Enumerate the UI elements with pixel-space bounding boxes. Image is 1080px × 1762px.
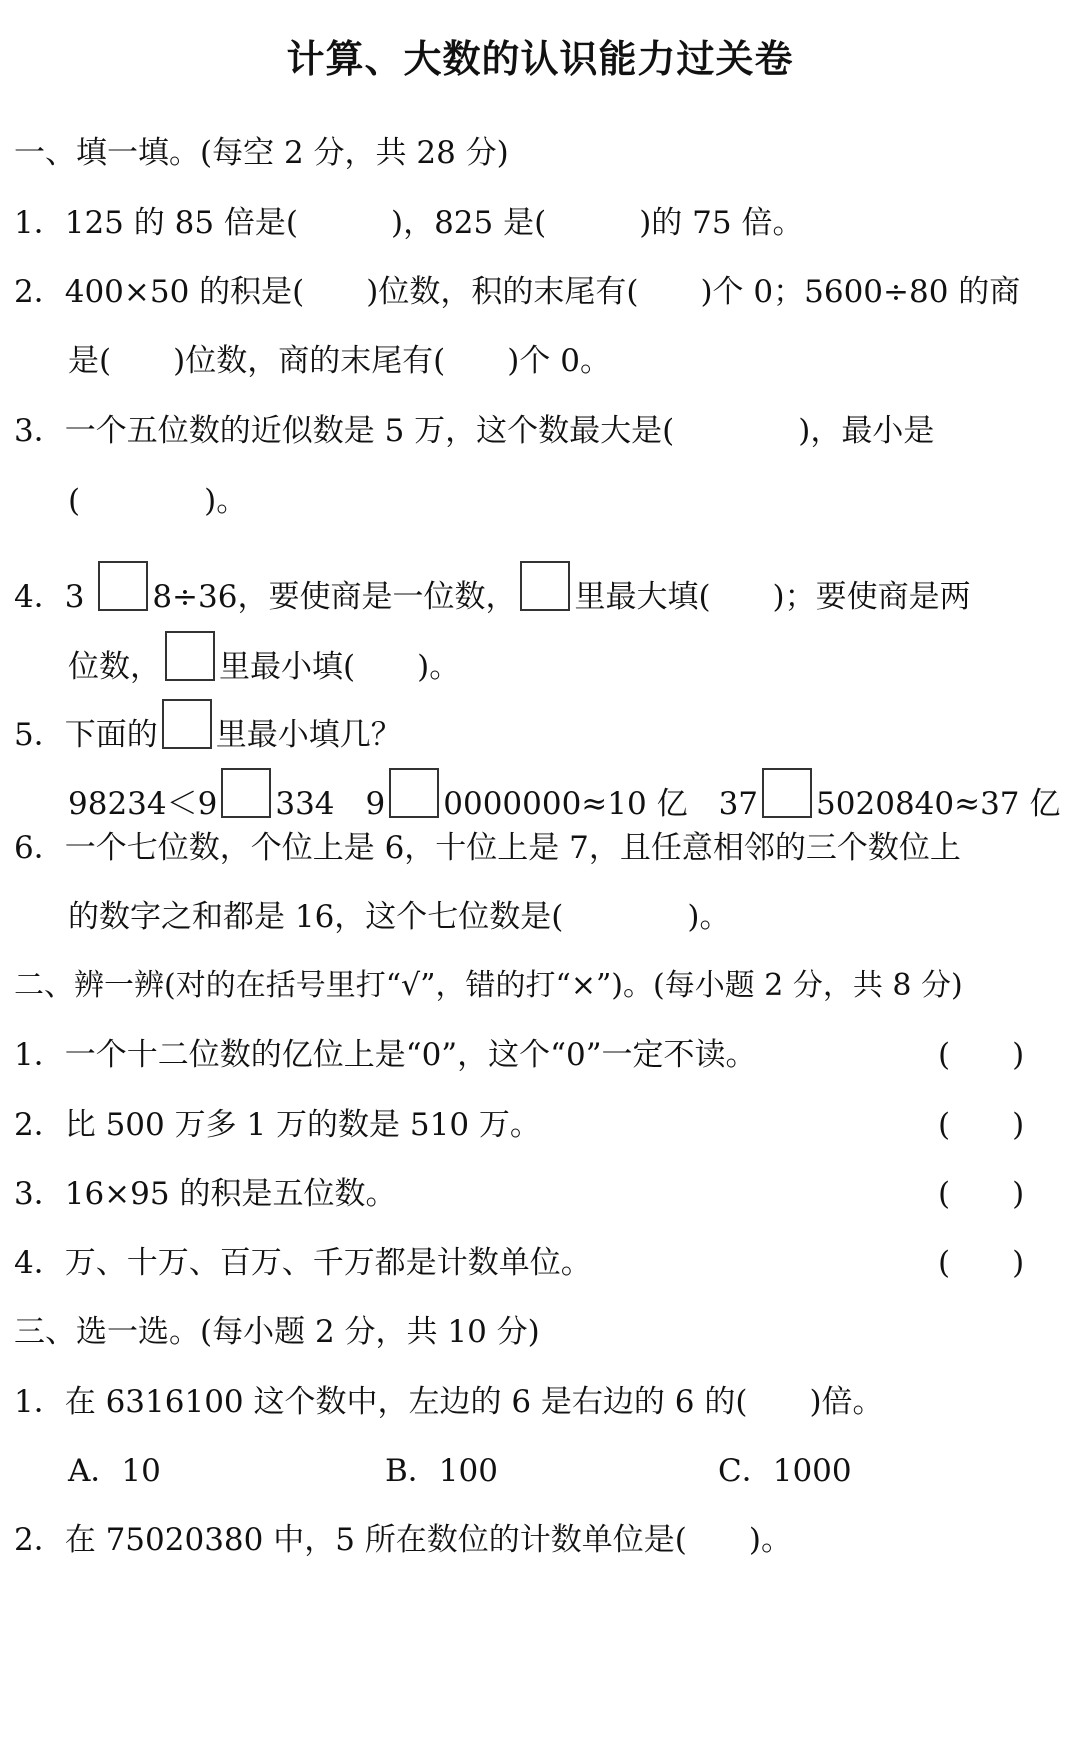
- judge-item-2: 2．比 500 万多 1 万的数是 510 万。: [14, 1107, 541, 1143]
- question-1-2-line1: 2．400×50 的积是( )位数，积的末尾有( )个 0；5600÷80 的商: [14, 274, 1021, 310]
- option-c: C．1000: [718, 1453, 852, 1489]
- judge-item-1: 1．一个十二位数的亿位上是“0”，这个“0”一定不读。: [14, 1037, 757, 1073]
- q5-part-4: 5020840≈37 亿: [816, 786, 1061, 822]
- question-1-4-line1: [14, 561, 971, 617]
- question-1-3-line2: ( )。: [68, 483, 248, 519]
- q5-text-start: 5．下面的: [14, 717, 158, 753]
- judge-item-3: 3．16×95 的积是五位数。: [14, 1176, 397, 1212]
- q5-part-1: 98234＜9: [68, 786, 218, 822]
- answer-box: [162, 699, 212, 749]
- q5-part-3: 0000000≈10 亿 37: [443, 786, 759, 822]
- choice-question-2: 2．在 75020380 中，5 所在数位的计数单位是( )。: [14, 1522, 792, 1558]
- q5-text-end: 里最小填几？: [215, 717, 402, 753]
- judge-answer-paren-1: ( ): [938, 1037, 1025, 1073]
- answer-box: [520, 561, 570, 611]
- question-1-6-line2: 的数字之和都是 16，这个七位数是( )。: [68, 899, 731, 935]
- answer-box: [98, 561, 148, 611]
- judge-answer-paren-4: ( ): [938, 1245, 1025, 1281]
- q4-text-mid: 8÷36，要使商是一位数，: [152, 579, 517, 615]
- question-1-6-line1: 6．一个七位数，个位上是 6，十位上是 7，且任意相邻的三个数位上: [14, 830, 961, 866]
- choice-question-1: 1．在 6316100 这个数中，左边的 6 是右边的 6 的( )倍。: [14, 1384, 884, 1420]
- option-b: B．100: [385, 1453, 498, 1489]
- answer-box: [221, 768, 271, 818]
- q4-line2-end: 里最小填( )。: [219, 649, 461, 685]
- judge-answer-paren-2: ( ): [938, 1107, 1025, 1143]
- question-1-5-line1: [14, 699, 402, 755]
- question-1-4-line2: [68, 631, 460, 687]
- q4-text-end: 里最大填( )；要使商是两: [574, 579, 971, 615]
- section1-heading: 一、填一填。(每空 2 分，共 28 分): [14, 135, 509, 171]
- q5-part-2: 334 9: [275, 786, 386, 822]
- section2-heading: 二、辨一辨(对的在括号里打“√”，错的打“×”)。(每小题 2 分，共 8 分): [14, 968, 963, 1003]
- page-title: 计算、大数的认识能力过关卷: [286, 37, 794, 81]
- q4-line2-start: 位数，: [68, 649, 161, 685]
- question-1-5-line2: [68, 768, 1060, 824]
- option-a: A．10: [68, 1453, 161, 1489]
- answer-box: [389, 768, 439, 818]
- question-1-1: 1．125 的 85 倍是( )，825 是( )的 75 倍。: [14, 205, 804, 241]
- question-1-3-line1: 3．一个五位数的近似数是 5 万，这个数最大是( )，最小是: [14, 413, 935, 449]
- judge-item-4: 4．万、十万、百万、千万都是计数单位。: [14, 1245, 592, 1281]
- answer-box: [762, 768, 812, 818]
- q4-text-start: 4．3: [14, 579, 95, 615]
- section3-heading: 三、选一选。(每小题 2 分，共 10 分): [14, 1314, 540, 1350]
- question-1-2-line2: 是( )位数，商的末尾有( )个 0。: [68, 343, 611, 379]
- answer-box: [165, 631, 215, 681]
- judge-answer-paren-3: ( ): [938, 1176, 1025, 1212]
